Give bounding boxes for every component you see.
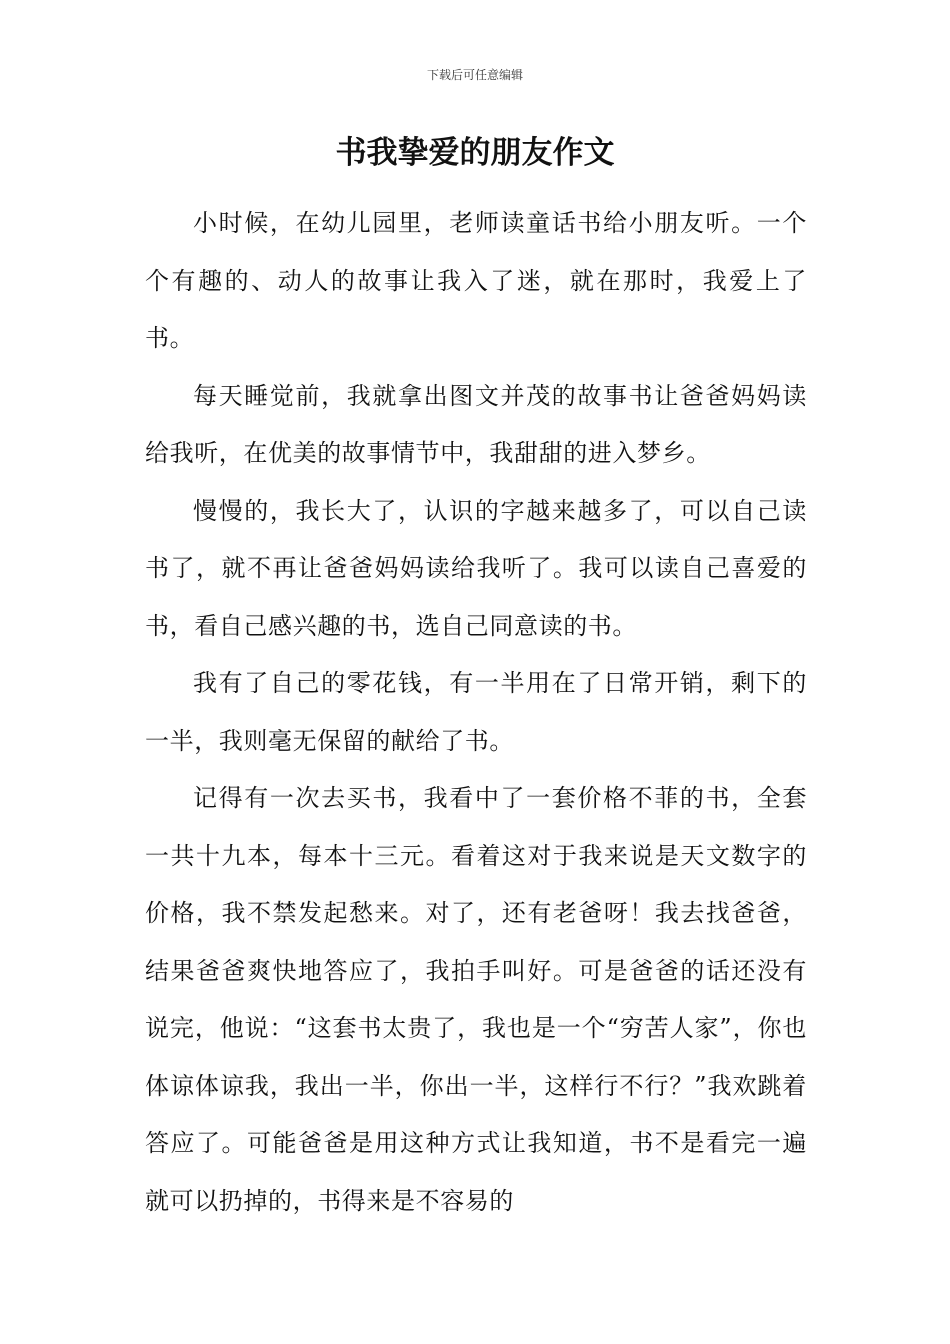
- paragraph: 我有了自己的零花钱，有一半用在了日常开销，剩下的一半，我则毫无保留的献给了书。: [145, 669, 807, 755]
- document-body: [145, 195, 807, 1230]
- paragraph: 记得有一次去买书，我看中了一套价格不菲的书，全套一共十九本，每本十三元。看着这对于我来说是天文数字的价格，我不禁发起愁来。对了，还有老爸呀！我去找爸爸，结果爸爸爽快地答应了，我拍手叫好。可是爸爸的话还没有说完，他说：“这套书太贵了，我也是一个“穷苦人家”，你也体谅体谅我，我出一半，你出一半，这样行不行？”我欢跳着答应了。可能爸爸是用这种方式让我知道，书不是看完一遍就可以扔掉的，书得来是不容易的: [145, 784, 807, 1215]
- paragraph: 小时候，在幼儿园里，老师读童话书给小朋友听。一个个有趣的、动人的故事让我入了迷，就在那时，我爱上了书。: [145, 209, 807, 352]
- paragraph: 每天睡觉前，我就拿出图文并茂的故事书让爸爸妈妈读给我听，在优美的故事情节中，我甜甜的进入梦乡。: [145, 381, 807, 467]
- header-note: 下载后可任意编辑: [426, 68, 523, 82]
- document-title: 书我挚爱的朋友作文: [335, 135, 615, 171]
- paragraph: 慢慢的，我长大了，认识的字越来越多了，可以自己读书了，就不再让爸爸妈妈读给我听了。我可以读自己喜爱的书，看自己感兴趣的书，选自己同意读的书。: [145, 496, 807, 640]
